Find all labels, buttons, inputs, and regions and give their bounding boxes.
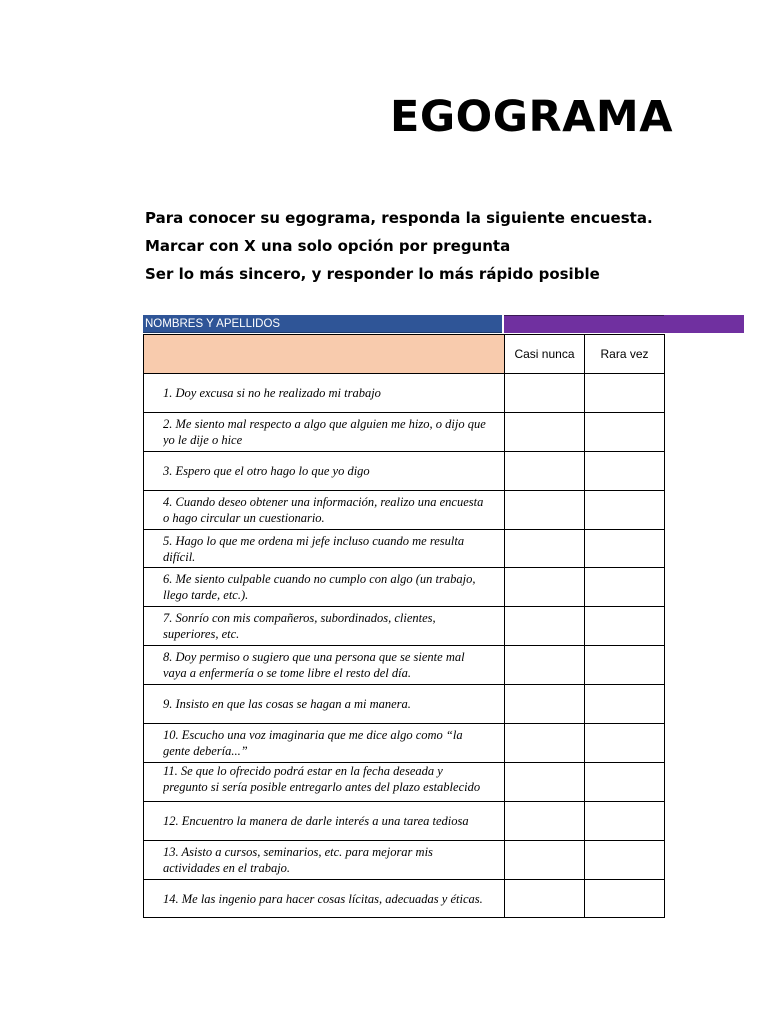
answer-cell-casi-nunca[interactable]	[505, 840, 585, 879]
column-header-rara-vez: Rara vez	[585, 335, 665, 374]
answer-cell-casi-nunca[interactable]	[505, 490, 585, 529]
question-text: 2. Me siento mal respecto a algo que alguien me hizo, o dijo que yo le dije o hice	[163, 416, 486, 447]
table-row	[144, 490, 665, 529]
answer-cell-casi-nunca[interactable]	[505, 412, 585, 451]
answer-cell-rara-vez[interactable]	[585, 490, 665, 529]
instructions	[145, 208, 653, 292]
question-cell	[144, 412, 505, 451]
question-text: 5. Hago lo que me ordena mi jefe incluso cuando me resulta difícil.	[163, 533, 465, 564]
answer-cell-casi-nunca[interactable]	[505, 685, 585, 724]
answer-cell-casi-nunca[interactable]	[505, 607, 585, 646]
answer-cell-rara-vez[interactable]	[585, 568, 665, 607]
table-row	[144, 801, 665, 840]
answer-cell-rara-vez[interactable]	[585, 762, 665, 801]
answer-cell-casi-nunca[interactable]	[505, 374, 585, 413]
table-row	[144, 685, 665, 724]
table-row	[144, 762, 665, 801]
question-cell	[144, 490, 505, 529]
question-cell	[144, 840, 505, 879]
answer-cell-rara-vez[interactable]	[585, 801, 665, 840]
name-field-border	[504, 315, 664, 316]
table-row	[144, 724, 665, 763]
answer-cell-rara-vez[interactable]	[585, 374, 665, 413]
question-text: 9. Insisto en que las cosas se hagan a mi manera.	[163, 697, 411, 712]
question-cell	[144, 607, 505, 646]
table-header-row	[144, 335, 665, 374]
survey-table	[143, 334, 665, 918]
question-text: 10. Escucho una voz imaginaria que me dice algo como “la gente debería...”	[163, 727, 463, 758]
question-cell	[144, 762, 505, 801]
question-cell	[144, 685, 505, 724]
name-label: NOMBRES Y APELLIDOS	[143, 315, 502, 333]
page-title: EGOGRAMA	[390, 92, 673, 142]
name-input-cell[interactable]	[504, 315, 744, 333]
answer-cell-rara-vez[interactable]	[585, 879, 665, 918]
column-header-casi-nunca: Casi nunca	[505, 335, 585, 374]
question-text: 11. Se que lo ofrecido podrá estar en la fecha deseada y pregunto si sería posible entregarlo antes del plazo establecido	[163, 763, 481, 794]
answer-cell-casi-nunca[interactable]	[505, 801, 585, 840]
question-cell	[144, 568, 505, 607]
answer-cell-rara-vez[interactable]	[585, 685, 665, 724]
table-row	[144, 646, 665, 685]
table-row	[144, 879, 665, 918]
question-cell	[144, 879, 505, 918]
question-cell	[144, 801, 505, 840]
table-row	[144, 451, 665, 490]
answer-cell-rara-vez[interactable]	[585, 607, 665, 646]
table-row	[144, 568, 665, 607]
question-cell	[144, 529, 505, 568]
answer-cell-casi-nunca[interactable]	[505, 724, 585, 763]
question-text: 3. Espero que el otro hago lo que yo digo	[163, 463, 370, 478]
answer-cell-casi-nunca[interactable]	[505, 529, 585, 568]
question-cell	[144, 724, 505, 763]
answer-cell-rara-vez[interactable]	[585, 451, 665, 490]
answer-cell-casi-nunca[interactable]	[505, 879, 585, 918]
header-blank-cell	[144, 335, 505, 374]
answer-cell-rara-vez[interactable]	[585, 529, 665, 568]
question-cell	[144, 451, 505, 490]
question-text: 13. Asisto a cursos, seminarios, etc. para mejorar mis actividades en el trabajo.	[163, 844, 433, 875]
instruction-line: Marcar con X una solo opción por pregunta	[145, 237, 511, 255]
answer-cell-rara-vez[interactable]	[585, 724, 665, 763]
question-text: 12. Encuentro la manera de darle interés a una tarea tediosa	[163, 813, 469, 828]
question-text: 14. Me las ingenio para hacer cosas lícitas, adecuadas y éticas.	[163, 891, 483, 906]
instruction-line: Ser lo más sincero, y responder lo más rápido posible	[145, 265, 600, 283]
answer-cell-casi-nunca[interactable]	[505, 568, 585, 607]
answer-cell-rara-vez[interactable]	[585, 412, 665, 451]
table-row	[144, 412, 665, 451]
answer-cell-rara-vez[interactable]	[585, 646, 665, 685]
question-text: 6. Me siento culpable cuando no cumplo con algo (un trabajo, llego tarde, etc.).	[163, 572, 476, 603]
table-row	[144, 607, 665, 646]
question-text: 7. Sonrío con mis compañeros, subordinados, clientes, superiores, etc.	[163, 611, 436, 642]
table-row	[144, 840, 665, 879]
question-cell	[144, 374, 505, 413]
instruction-line: Para conocer su egograma, responda la siguiente encuesta.	[145, 209, 653, 227]
answer-cell-casi-nunca[interactable]	[505, 646, 585, 685]
table-row	[144, 529, 665, 568]
question-text: 8. Doy permiso o sugiero que una persona que se siente mal vaya a enfermería o se tome libre el resto del día.	[163, 650, 465, 681]
question-cell	[144, 646, 505, 685]
answer-cell-casi-nunca[interactable]	[505, 451, 585, 490]
table-row	[144, 374, 665, 413]
question-text: 1. Doy excusa si no he realizado mi trabajo	[163, 385, 381, 400]
question-text: 4. Cuando deseo obtener una información, realizo una encuesta o hago circular un cuestionario.	[163, 494, 484, 525]
answer-cell-casi-nunca[interactable]	[505, 762, 585, 801]
answer-cell-rara-vez[interactable]	[585, 840, 665, 879]
